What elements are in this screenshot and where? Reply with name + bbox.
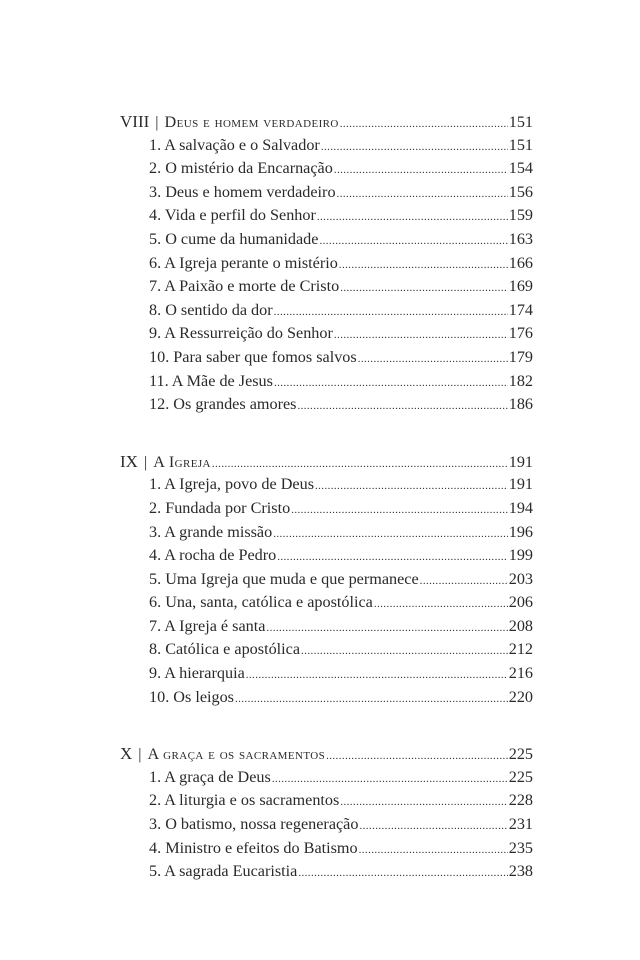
- toc-entry[interactable]: [0, 473, 533, 497]
- page-number: 182: [508, 371, 533, 390]
- entry-title: 5. A sagrada Eucaristia: [149, 862, 298, 881]
- chapter-title: A Igreja: [153, 452, 211, 471]
- toc-entry[interactable]: [0, 860, 533, 884]
- page-number: 154: [508, 159, 533, 178]
- toc-entry[interactable]: [0, 662, 533, 686]
- chapter-heading-text: [120, 742, 325, 767]
- page-number: 194: [508, 498, 533, 517]
- toc-entry[interactable]: [0, 766, 533, 790]
- toc-entry[interactable]: [0, 228, 533, 252]
- dot-leader: [297, 395, 507, 419]
- page-number: 212: [508, 640, 533, 659]
- toc-entry[interactable]: [0, 393, 533, 417]
- entry-title: 8. Católica e apostólica: [149, 640, 301, 659]
- entry-title: 7. A Paixão e morte de Cristo: [149, 277, 340, 296]
- dot-leader: [359, 839, 508, 863]
- page-number: 235: [508, 838, 533, 857]
- entry-title: 2. A liturgia e os sacramentos: [149, 791, 340, 810]
- page-number: 166: [508, 253, 533, 272]
- entry-title: 9. A Ressurreição do Senhor: [149, 324, 333, 343]
- page-number: 203: [508, 569, 533, 588]
- dot-leader: [339, 254, 508, 278]
- page-number: 179: [508, 347, 533, 366]
- dot-leader: [277, 546, 507, 570]
- table-of-contents: [0, 110, 640, 917]
- toc-entry[interactable]: [0, 370, 533, 394]
- entry-title: 5. Uma Igreja que muda e que permanece: [149, 569, 419, 588]
- entry-title: 10. Para saber que fomos salvos: [149, 347, 357, 366]
- entry-title: 6. Una, santa, católica e apostólica: [149, 593, 373, 612]
- chapter-separator: |: [155, 113, 159, 131]
- toc-section-ix: [0, 450, 640, 710]
- page-number: 191: [508, 452, 533, 471]
- page-number: 151: [508, 135, 533, 154]
- page-number: 238: [508, 862, 533, 881]
- toc-entry[interactable]: [0, 638, 533, 662]
- entry-title: 5. O cume da humanidade: [149, 229, 319, 248]
- entry-title: 6. A Igreja perante o mistério: [149, 253, 338, 272]
- toc-entry[interactable]: [0, 299, 533, 323]
- toc-chapter-heading[interactable]: [0, 110, 533, 134]
- page-number: 191: [508, 475, 533, 494]
- page-number: 169: [508, 277, 533, 296]
- dot-leader: [291, 499, 508, 523]
- dot-leader: [340, 277, 508, 301]
- dot-leader: [358, 348, 508, 372]
- dot-leader: [420, 570, 508, 594]
- dot-leader: [301, 640, 508, 664]
- page-number: 220: [508, 687, 533, 706]
- chapter-separator: |: [138, 745, 142, 764]
- page-number: 196: [508, 522, 533, 541]
- entry-title: 1. A salvação e o Salvador: [149, 135, 320, 154]
- page-number: 216: [508, 664, 533, 683]
- toc-chapter-heading[interactable]: [0, 450, 533, 474]
- dot-leader: [272, 768, 508, 792]
- page-number: 199: [508, 546, 533, 565]
- chapter-heading-text: [120, 450, 211, 475]
- toc-entry[interactable]: [0, 497, 533, 521]
- chapter-heading-text: [120, 110, 339, 135]
- dot-leader: [319, 230, 507, 254]
- entry-title: 1. A Igreja, povo de Deus: [149, 475, 314, 494]
- dot-leader: [334, 159, 508, 183]
- dot-leader: [317, 206, 508, 230]
- toc-section-x: [0, 742, 640, 884]
- dot-leader: [374, 593, 508, 617]
- toc-entry[interactable]: [0, 591, 533, 615]
- page-number: 225: [508, 767, 533, 786]
- entry-title: 10. Os leigos: [149, 687, 234, 706]
- entry-title: 2. O mistério da Encarnação: [149, 159, 333, 178]
- dot-leader: [235, 688, 508, 712]
- toc-entry[interactable]: [0, 789, 533, 813]
- entry-title: 3. O batismo, nossa regeneração: [149, 815, 359, 834]
- toc-entry[interactable]: [0, 686, 533, 710]
- toc-entry[interactable]: [0, 134, 533, 158]
- chapter-numeral: IX: [120, 451, 138, 471]
- chapter-title: Deus e homem verdadeiro: [164, 113, 339, 131]
- page-number: 228: [508, 791, 533, 810]
- page-number: 159: [508, 206, 533, 225]
- toc-entry[interactable]: [0, 204, 533, 228]
- page-number: 231: [508, 815, 533, 834]
- page-number: 208: [508, 616, 533, 635]
- dot-leader: [274, 301, 508, 325]
- dot-leader: [246, 664, 508, 688]
- entry-title: 4. Ministro e efeitos do Batismo: [149, 838, 358, 857]
- dot-leader: [337, 183, 508, 207]
- toc-entry[interactable]: [0, 813, 533, 837]
- page-number: 163: [508, 229, 533, 248]
- chapter-numeral: VIII: [120, 112, 150, 131]
- page-number: 206: [508, 593, 533, 612]
- entry-title: 3. A grande missão: [149, 522, 273, 541]
- entry-title: 12. Os grandes amores: [149, 395, 297, 414]
- entry-title: 2. Fundada por Cristo: [149, 498, 291, 517]
- toc-entry[interactable]: [0, 521, 533, 545]
- toc-entry[interactable]: [0, 615, 533, 639]
- page-number: 151: [508, 113, 533, 131]
- entry-title: 7. A Igreja é santa: [149, 616, 266, 635]
- page-number: 186: [508, 395, 533, 414]
- entry-title: 4. A rocha de Pedro: [149, 546, 277, 565]
- toc-entry[interactable]: [0, 275, 533, 299]
- dot-leader: [340, 791, 507, 815]
- toc-entry[interactable]: [0, 252, 533, 276]
- page-number: 225: [508, 745, 533, 764]
- dot-leader: [315, 475, 508, 499]
- entry-title: 3. Deus e homem verdadeiro: [149, 182, 336, 201]
- entry-title: 4. Vida e perfil do Senhor: [149, 206, 316, 225]
- toc-section-viii: [0, 110, 640, 417]
- dot-leader: [359, 815, 507, 839]
- entry-title: 8. O sentido da dor: [149, 300, 273, 319]
- page-number: 174: [508, 300, 533, 319]
- chapter-numeral: X: [120, 744, 133, 764]
- dot-leader: [273, 523, 508, 547]
- toc-entry[interactable]: [0, 157, 533, 181]
- dot-leader: [298, 862, 507, 886]
- toc-entry[interactable]: [0, 544, 533, 568]
- entry-title: 11. A Mãe de Jesus: [149, 371, 273, 390]
- dot-leader: [321, 136, 508, 160]
- dot-leader: [334, 324, 508, 348]
- page-number: 176: [508, 324, 533, 343]
- toc-entry[interactable]: [0, 181, 533, 205]
- chapter-title: A graça e os sacramentos: [147, 745, 326, 764]
- toc-entry[interactable]: [0, 568, 533, 592]
- entry-title: 9. A hierarquia: [149, 664, 245, 683]
- toc-entry[interactable]: [0, 837, 533, 861]
- dot-leader: [274, 372, 508, 396]
- chapter-separator: |: [143, 452, 148, 471]
- toc-entry[interactable]: [0, 322, 533, 346]
- toc-chapter-heading[interactable]: [0, 742, 533, 766]
- page-number: 156: [508, 182, 533, 201]
- entry-title: 1. A graça de Deus: [149, 767, 271, 786]
- toc-entry[interactable]: [0, 346, 533, 370]
- dot-leader: [266, 617, 507, 641]
